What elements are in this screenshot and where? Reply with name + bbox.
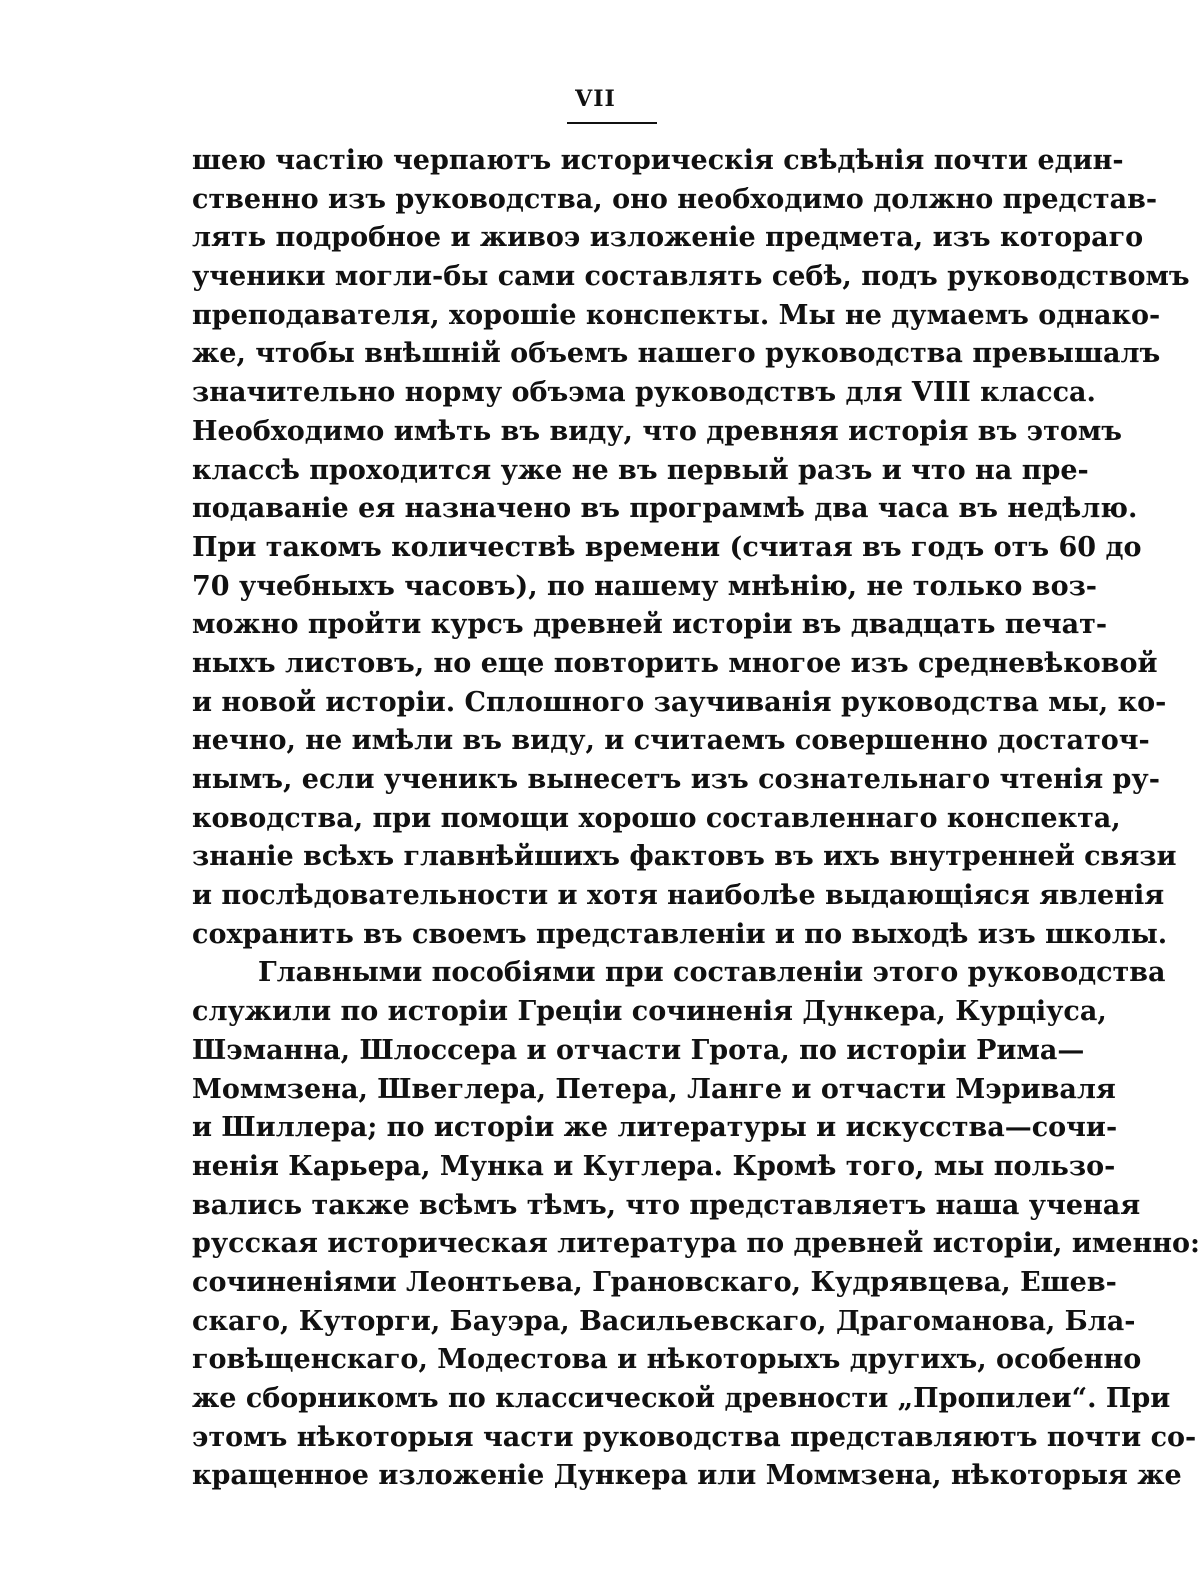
page-number-rule — [567, 122, 657, 124]
text-line: и Шиллера; по исторіи же литературы и искусства—сочи- — [192, 1112, 1118, 1144]
text-line: нечно, не имѣли въ виду, и считаемъ совершенно достаточ- — [192, 725, 1150, 757]
text-line: ученики могли-бы сами составлять себѣ, подъ руководствомъ — [192, 261, 1190, 293]
text-line: Шэманна, Шлоссера и отчасти Грота, по исторіи Рима— — [192, 1034, 1085, 1066]
page-number: VII — [575, 86, 616, 112]
text-line: нымъ, если ученикъ вынесетъ изъ сознательнаго чтенія ру- — [192, 764, 1160, 795]
text-line: русская историческая литература по древней исторіи, именно: — [192, 1228, 1200, 1260]
text-line: значительно норму объэма руководствъ для VIII класса. — [192, 377, 1096, 409]
text-line: сочиненіями Леонтьева, Грановскаго, Кудрявцева, Ешев- — [192, 1266, 1117, 1298]
paragraph-end-line: сохранить въ своемъ представленіи и по выходѣ изъ школы. — [192, 918, 1168, 950]
text-line: Необходимо имѣть въ виду, что древняя исторія въ этомъ — [192, 415, 1123, 447]
text-line: ныхъ листовъ, но еще повторить многое изъ средневѣковой — [192, 647, 1158, 679]
text-line: ственно изъ руководства, оно необходимо должно представ- — [192, 183, 1158, 215]
text-line: При такомъ количествѣ времени (считая въ годъ отъ 60 до — [192, 531, 1142, 563]
body-text — [192, 142, 1200, 1496]
text-line: говѣщенскаго, Модестова и нѣкоторыхъ другихъ, особенно — [192, 1344, 1142, 1376]
text-line: ненія Карьера, Мунка и Куглера. Кромѣ того, мы пользо- — [192, 1150, 1116, 1182]
text-line: же, чтобы внѣшній объемъ нашего руководства превышалъ — [192, 338, 1161, 370]
text-line: классѣ проходится уже не въ первый разъ и что на пре- — [192, 454, 1089, 486]
text-line: можно пройти курсъ древней исторіи въ двадцать печат- — [192, 609, 1108, 641]
text-line: этомъ нѣкоторыя части руководства представляютъ почти со- — [192, 1421, 1197, 1453]
text-line: подаваніе ея назначено въ программѣ два часа въ недѣлю. — [192, 493, 1138, 525]
text-line: вались также всѣмъ тѣмъ, что представляетъ наша ученая — [192, 1189, 1141, 1221]
text-line: 70 учебныхъ часовъ), по нашему мнѣнію, не только воз- — [192, 570, 1098, 602]
text-line: и новой исторіи. Сплошного заучиванія руководства мы, ко- — [192, 686, 1167, 718]
text-line: и послѣдовательности и хотя наиболѣе выдающіяся явленія — [192, 880, 1165, 912]
text-line: же сборникомъ по классической древности „Пропилеи“. При — [192, 1383, 1171, 1414]
paragraph-start-line: Главными пособіями при составленіи этого руководства — [258, 957, 1166, 989]
text-line: служили по исторіи Греціи сочиненія Дункера, Курціуса, — [192, 996, 1107, 1028]
text-line: ководства, при помощи хорошо составленнаго конспекта, — [192, 802, 1121, 834]
text-line: знаніе всѣхъ главнѣйшихъ фактовъ въ ихъ внутренней связи — [192, 841, 1177, 873]
text-line: преподавателя, хорошіе конспекты. Мы не думаемъ однако- — [192, 299, 1161, 331]
text-line: шею частію черпаютъ историческія свѣдѣнія почти един- — [192, 145, 1124, 176]
text-line: кращенное изложеніе Дункера или Моммзена, нѣкоторыя же — [192, 1460, 1182, 1492]
text-line: Моммзена, Швеглера, Петера, Ланге и отчасти Мэриваля — [192, 1073, 1116, 1105]
text-line: скаго, Куторги, Бауэра, Васильевскаго, Драгоманова, Бла- — [192, 1305, 1136, 1337]
text-line: лять подробное и живоэ изложеніе предмета, изъ котораго — [192, 222, 1144, 254]
